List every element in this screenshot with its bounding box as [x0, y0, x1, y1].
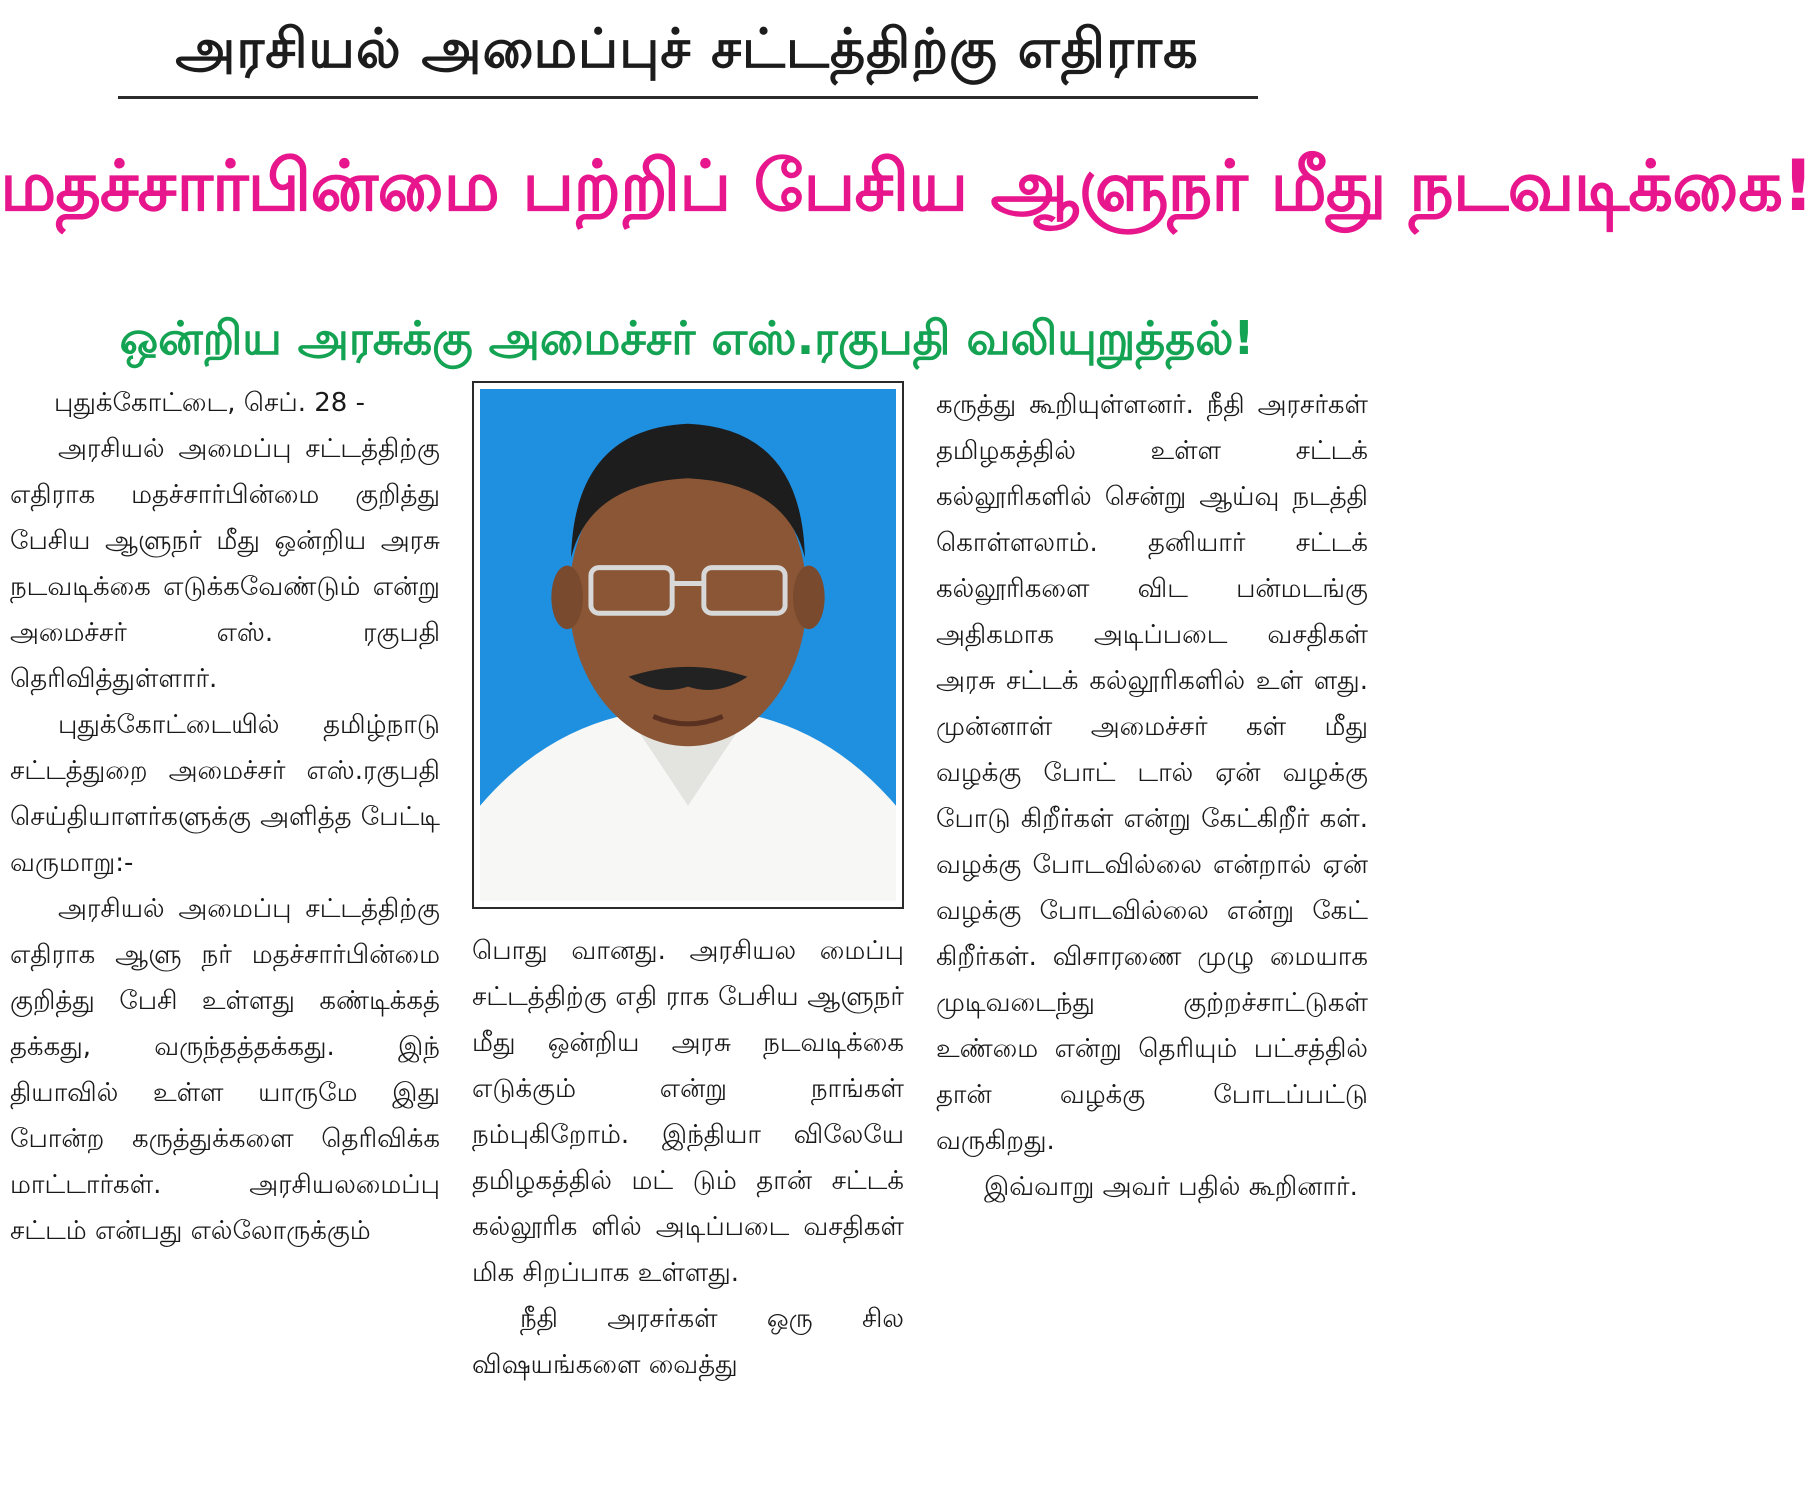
paragraph: கருத்து கூறியுள்ளனர். நீதி அரசர்கள் தமிழகத்தில் உள்ள சட்டக் கல்லூரிகளில் சென்று ஆய்வு நடத்தி கொள்ளலாம். தனியார் சட்டக் கல்லூரிகளை விட பன்மடங்கு அதிகமாக அடிப்படை வசதிகள் அரசு சட்டக் கல்லூரிகளில் உள் ளது. முன்னாள் அமைச்சர் கள் மீது வழக்கு போட் டால் ஏன் வழக்கு போடு கிறீர்கள் என்று கேட்கிறீர் கள். வழக்கு போடவில்லை என்றால் ஏன் வழக்கு போடவில்லை என்று கேட் கிறீர்கள். விசாரணை முழு மையாக முடிவடைந்து குற்றச்சாட்டுகள் உண்மை என்று தெரியும் பட்சத்தில் தான் வழக்கு போடப்பட்டு வருகிறது.: [936, 390, 1368, 1156]
paragraph: புதுக்கோட்டையில் தமிழ்நாடு சட்டத்துறை அமைச்சர் எஸ்.ரகுபதி செய்தியாளர்களுக்கு அளித்த பேட்டி வருமாறு:-: [10, 710, 440, 878]
kicker-divider: [118, 96, 1258, 99]
article-column-1: [10, 380, 440, 1254]
article-column-3: [936, 382, 1368, 1210]
article-dateline: புதுக்கோட்டை, செப். 28 -: [54, 388, 365, 418]
article-kicker: அரசியல் அமைப்புச் சட்டத்திற்கு எதிராக: [175, 17, 1199, 80]
article-column-2: [472, 928, 904, 1388]
article-subheadline: ஒன்றிய அரசுக்கு அமைச்சர் எஸ்.ரகுபதி வலியுறுத்தல்!: [119, 311, 1255, 365]
article-headline: மதச்சார்பின்மை பற்றிப் பேசிய ஆளுநர் மீது நடவடிக்கை!: [0, 145, 1813, 227]
minister-photo: [472, 381, 904, 909]
paragraph: இவ்வாறு அவர் பதில் கூறினார்.: [984, 1172, 1358, 1202]
portrait-image: [480, 389, 896, 901]
paragraph: பொது வானது. அரசியல மைப்பு சட்டத்திற்கு எதி ராக பேசிய ஆளுநர் மீது ஒன்றிய அரசு நடவடிக்கை எடுக்கும் என்று நாங்கள் நம்புகிறோம். இந்தியா விலேயே தமிழகத்தில் மட் டும் தான் சட்டக் கல்லூரிக ளில் அடிப்படை வசதிகள் மிக சிறப்பாக உள்ளது.: [472, 936, 904, 1288]
paragraph: அரசியல் அமைப்பு சட்டத்திற்கு எதிராக மதச்சார்பின்மை குறித்து பேசிய ஆளுநர் மீது ஒன்றிய அரசு நடவடிக்கை எடுக்கவேண்டும் என்று அமைச்சர் எஸ். ரகுபதி தெரிவித்துள்ளார்.: [10, 434, 440, 694]
paragraph: அரசியல் அமைப்பு சட்டத்திற்கு எதிராக ஆளு நர் மதச்சார்பின்மை குறித்து பேசி உள்ளது கண்டிக்கத் தக்கது, வருந்தத்தக்கது. இந் தியாவில் உள்ள யாருமே இது போன்ற கருத்துக்களை தெரிவிக்க மாட்டார்கள். அரசியலமைப்பு சட்டம் என்பது எல்லோருக்கும்: [10, 894, 440, 1246]
paragraph: நீதி அரசர்கள் ஒரு சில விஷயங்களை வைத்து: [472, 1304, 904, 1380]
